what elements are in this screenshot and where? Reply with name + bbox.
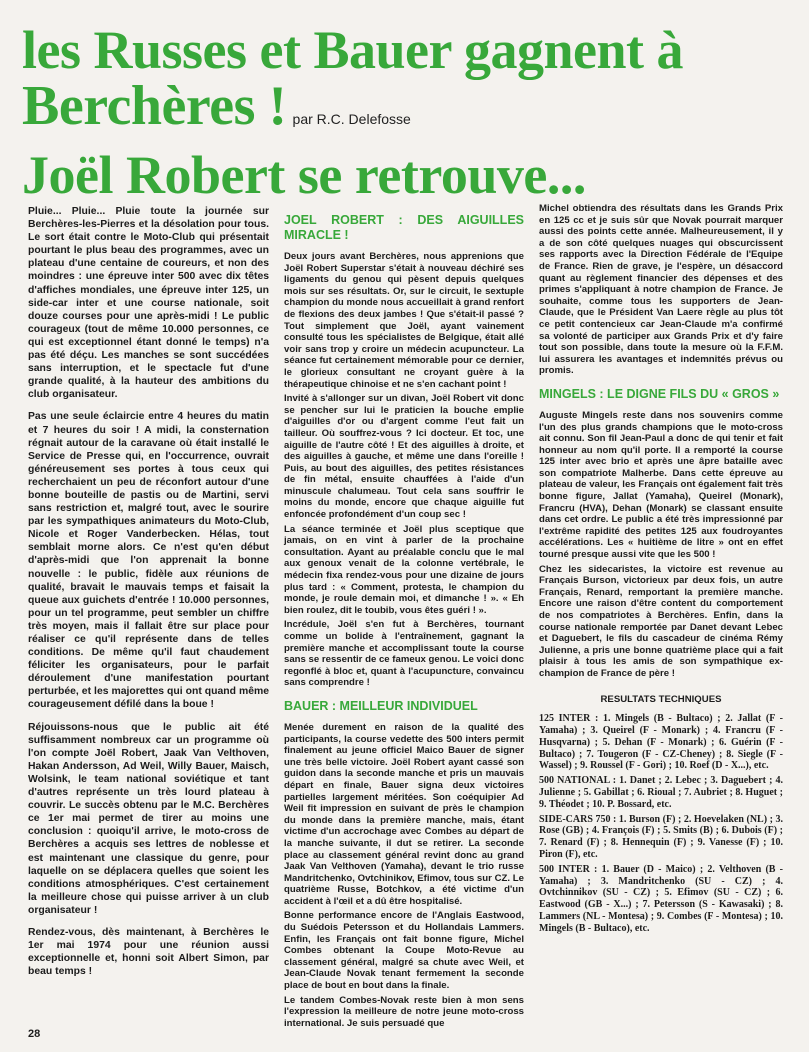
paragraph: Deux jours avant Berchères, nous apprenions que Joël Robert Superstar s'était à nouveau déchiré ses ligaments du genou qui pèsent depuis quelques mois sur ses résultats. Or, sur le circuit, le sextuple champion du monde nous accueillait à grand renfort de flexions des deux jambes ! Que s'était-il passé ? Tout simplement que Joël, ayant vainement consulté tous les spécialistes de Belgique, était allé voir sans trop y croire un médecin acupuncteur. La séance fut certainement mémorable pour ce dernier, le glorieux consultant ne croyant guère à la thérapeutique chinoise et ne s'en cachant point ! xyxy=(284,251,524,390)
section-heading-mingels: MINGELS : LE DIGNE FILS DU « GROS » xyxy=(539,386,780,401)
headline-line-2 xyxy=(22,75,792,147)
paragraph: Réjouissons-nous que le public ait été suffisamment nombreux car un programme où l'on compte Joël Robert, Jaak Van Velthoven, Hakan Andersson, Ad Weil, Willy Bauer, Maisch, Wolsink, le team national soviétique et tant d'autres représente un très lourd plateau à couvrir. Le succès obtenu par le M.C. Berchères ce 1er mai permet de tirer au moins une conclusion : quoiqu'il arrive, le moto-cross de Berchères a acquis ses lettres de noblesse et est maintenant une classique du genre, pour laquelle on se déplacera quelles que soient les conditions atmosphériques. C'est certainement la meilleure chose qui puisse arriver à un club organisateur ! xyxy=(28,721,269,916)
results-entry: SIDE-CARS 750 : 1. Burson (F) ; 2. Hoevelaken (NL) ; 3. Rose (GB) ; 4. François (F) ; 5. Smits (B) ; 6. Dubois (F) ; 7. Renard (F) ; 8. Hennequin (F) ; 9. Vanesse (F) ; 10. Piron (F), etc. xyxy=(539,813,783,860)
paragraph: Bonne performance encore de l'Anglais Eastwood, du Suédois Petersson et du Hollandais Lammers. Enfin, les Français ont fait bonne figure, Michel Combes obtenant la Coupe Moto-Revue au classement général, malgré sa chute avec Weil, et Jean-Claude Novak tenant fermement la seconde place de bout en bout dans la finale. xyxy=(284,910,524,992)
headline-berchères: Berchères ! xyxy=(22,75,287,137)
headline-line-3: Joël Robert se retrouve... xyxy=(22,145,586,205)
paragraph: Invité à s'allonger sur un divan, Joël Robert vit donc se pencher sur lui le praticien la bouche emplie d'aiguilles d'or ou d'argent comme l'eut fait un tailleur. Où souffrez-vous ? Ici docteur. Et toc, une aiguille de l'autre côté ! Et des aiguilles à droite, et des aiguilles à gauche, et même une dans l'oreille ! Puis, au bout des aiguilles, des petites résistances de fin métal, ensuite chauffées à l'aide d'un minuscule chalumeau. Tout cela sans souffrir le moins du monde, encore que chaque aiguille fut enfoncée profondément d'un coup sec ! xyxy=(284,393,524,521)
results-entry: 125 INTER : 1. Mingels (B - Bultaco) ; 2. Jallat (F - Yamaha) ; 3. Queirel (F - Monark) ; 4. Francru (F - Husqvarna) ; 5. Dehan (F - Monark) ; 6. Guérin (F - Bultaco) ; 7. Tougeron (F - CZ-Cheney) ; 8. Siegle (F - Wassel) ; 9. Roussel (F - Gori) ; 10. Roef (D - X...), etc. xyxy=(539,713,783,772)
paragraph: Rendez-vous, dès maintenant, à Berchères le 1er mai 1974 pour une réunion aussi exceptionnelle et, honni soit Albert Simon, par beau temps ! xyxy=(28,926,269,978)
section-heading-bauer: BAUER : MEILLEUR INDIVIDUEL xyxy=(284,698,478,713)
byline: par R.C. Delefosse xyxy=(292,111,411,127)
section-heading-joel-robert: JOEL ROBERT : DES AIGUILLES MIRACLE ! xyxy=(284,213,524,242)
headline xyxy=(22,22,792,203)
page-number: 28 xyxy=(28,1028,41,1040)
results-entry: 500 INTER : 1. Bauer (D - Maico) ; 2. Velthoven (B - Yamaha) ; 3. Mandritchenko (SU - CZ) ; 4. Ovtchinnikov (SU - CZ) ; 5. Efimov (SU - CZ) ; 6. Eastwood (GB - X...) ; 7. Petersson (S - Kawasaki) ; 8. Lammers (NL - Montesa) ; 9. Combes (F - Montesa) ; 10. Mingels (B - Bultaco), etc. xyxy=(539,863,783,934)
paragraph: Le tandem Combes-Novak reste bien à mon sens l'expression la meilleure de notre jeune moto-cross international. Je suis persuadé que xyxy=(284,994,524,1029)
paragraph: Michel obtiendra des résultats dans les Grands Prix en 125 cc et je suis sûr que Novak pourrait marquer aussi des points cette année. Malheureusement, il y a de son côté quelques nuages qui obscurcissent ses rapports avec la Direction Fédérale de l'Equipe de France. Rien de grave, je l'espère, un désaccord quant au règlement financier des dépenses et des primes s'appliquant à notre champion de France. Je souhaite, comme tous les supporters de Jean-Claude, que le Président Van Laere règle au plus tôt ce petit contencieux car Jean-Claude m'a confirmé sa volonté de participer aux Grands Prix et d'y faire tout son possible, dans toute la mesure où la F.F.M. lui assurera les avantages et indemnités prévus ou promis. xyxy=(539,203,783,377)
column-3 xyxy=(539,203,783,938)
paragraph: La séance terminée et Joël plus sceptique que jamais, on en vint à parler de la prochaine consultation. Ayant au préalable conclu que le mal aux genoux venait de la colonne vertébrale, le médecin fixa rendez-vous pour une dizaine de jours plus tard : « Comment, protesta, le champion du monde, je roule demain moi, et dimanche ! ». « Eh bien roulez, dit le toubib, vous êtes guéri ! ». xyxy=(284,523,524,616)
paragraph: Pluie... Pluie... Pluie toute la journée sur Berchères-les-Pierres et la désolation pour tous. Le sort était contre le Moto-Club qui présentait pourtant le plus beau des programmes, avec un plateau d'une centaine de coureurs, et non des moindres : une épreuve inter 500 avec dix têtes d'affiches mondiales, une épreuve inter 125, un side-car inter et une course nationale, soit douze courses pour une après-midi ! Le public courageux (tout de même 10.000 personnes, ce qui est exceptionnel étant donné le temps) n'a pas été déçu. Les manches se sont succédées sans interruption, et le spectacle fut d'une grande qualité, à la hauteur des ambitions du club organisateur. xyxy=(28,206,269,401)
paragraph: Pas une seule éclaircie entre 4 heures du matin et 7 heures du soir ! A midi, la consternation régnait autour de la caravane où était installé le Service de Presse qui, en l'occurrence, ouvrait généreusement ses portes à tous ceux qui recherchaient un peu de réconfort autour d'une bonne bouteille de pastis ou de Martini, servi sans restriction et, malgré tout, avec le sourire par les sympathiques animateurs du Moto-Club, Nicole et Roger Vanderbecken. Hélas, tout semblait morne alors. Ce n'est qu'en début d'après-midi que l'on apprenait la bonne nouvelle : le public, fidèle aux réunions de qualité, bravait le mauvais temps et faisait la queue aux guichets d'entrée ! 10.000 personnes, pour un tel programme, peut sembler un chiffre très moyen, mais il fallait être sur place pour réaliser ce qu'il représente dans de telles conditions. De même qu'il faut chaudement féliciter les organisateurs, pour le parfait déroulement d'une manifestation pourtant perturbée, et les majorettes qui ont quand même courageusement défilé dans la boue ! xyxy=(28,411,269,711)
paragraph: Auguste Mingels reste dans nos souvenirs comme l'un des plus grands champions que le moto-cross ait connu. Son fil Jean-Paul a donc de qui tenir et fait honneur au nom qu'il porte. Il a remporté la course 125 inter avec brio et après une âpre bataille avec son compatriote Malherbe. Dans cette épreuve au plateau de valeur, les Français ont également fait très bonne figure, Jallat (Yamaha), Queirel (Monark), Francru (HVA), Dehan (Monark) se classant ensuite dans cet ordre. Le public a été très impressionné par l'extrême rapidité des petites 125 aux foudroyantes accélérations. Les « huitième de litre » ont en effet tourné presque aussi vite que les 500 ! xyxy=(539,409,783,561)
paragraph: Incrédule, Joël s'en fut à Berchères, tournant comme un bolide à l'entraînement, gagnant la première manche et accomplissant toute la course sans se ressentir de ce fameux genou. Le voici donc regonflé à bloc et, quant à l'acupuncture, convaincu sans comprendre ! xyxy=(284,619,524,689)
headline-line-1: les Russes et Bauer gagnent à xyxy=(22,20,684,80)
paragraph: Menée durement en raison de la qualité des participants, la course vedette des 500 inters permit finalement au jeune officiel Maico Bauer de signer une très belle victoire. Joël Robert ayant cassé son guidon dans la seconde manche et pris un mauvais départ en finale, Bauer signa deux victoires partielles largement méritées. Son coéquipier Ad Weil fit impression en suivant de près le champion du monde dans la première manche, mais, étant victime d'un accrochage avec Combes au départ de la manche suivante, il dut se retirer. La seconde place au classement général revint donc au grand Jaak Van Velthoven (Yamaha), devant le trio russe Mandritchenko, Ovtchinikov, Efimov, tous sur CZ. Le quatrième Russe, Botchkov, a été victime d'un accident à l'œil et a dû être hospitalisé. xyxy=(284,721,524,907)
column-2 xyxy=(284,213,524,1032)
paragraph: Chez les sidecaristes, la victoire est revenue au Français Burson, victorieux par deux fois, un autre Français, Renard, remportant la première manche. Encore une raison d'être content du comportement de nos compatriotes à Berchères. Enfin, dans la course nationale remportée par Danet devant Lebec et Daguebert, le fils du cascadeur de cinéma Rémy Julienne, a pris une bonne quatrième place qui a fait plaisir à tous les amis de son sympathique ex-champion de France de père ! xyxy=(539,563,783,679)
column-1 xyxy=(28,205,269,987)
results-title: RESULTATS TECHNIQUES xyxy=(600,693,722,705)
results-entry: 500 NATIONAL : 1. Danet ; 2. Lebec ; 3. Daguebert ; 4. Julienne ; 5. Gabillat ; 6. Rioual ; 7. Aubriet ; 8. Huguet ; 9. Théodet ; 10. P. Bossard, etc. xyxy=(539,775,783,810)
